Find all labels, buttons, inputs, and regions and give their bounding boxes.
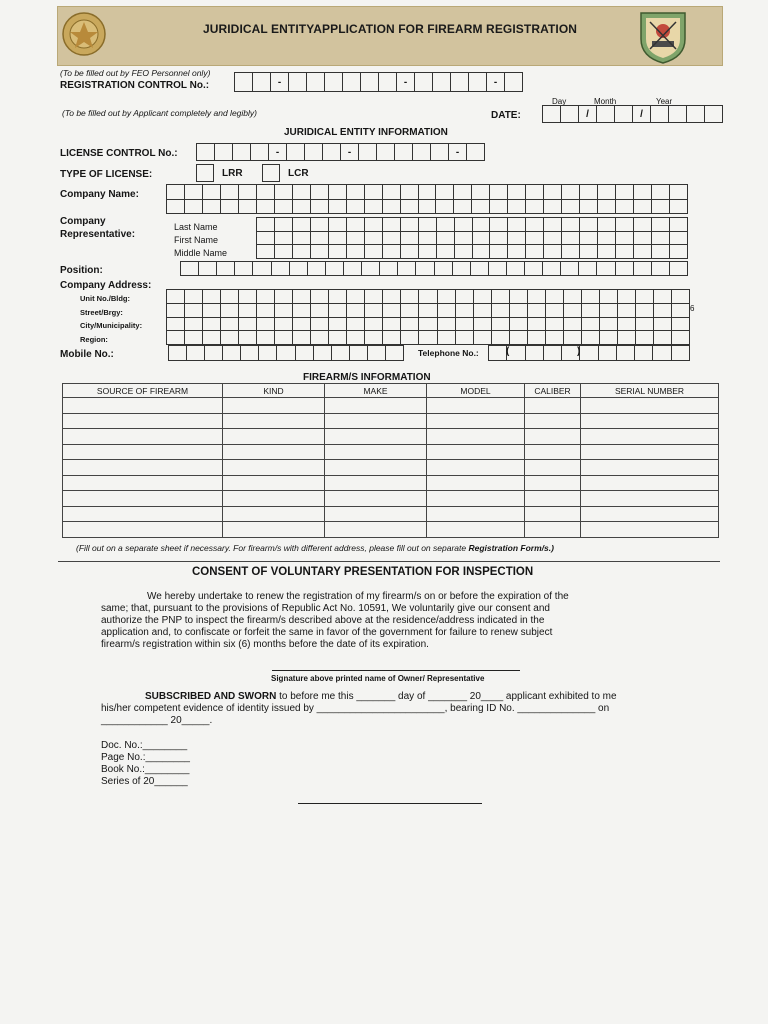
date-label: DATE:: [491, 110, 521, 121]
col-kind: KIND: [223, 384, 325, 398]
page-no: Page No.:________: [101, 752, 190, 763]
company-address-label: Company Address:: [60, 280, 152, 291]
position-grid[interactable]: [180, 261, 688, 276]
consent-line-5: firearm/s registration within six (6) months before the date of its expiration.: [101, 639, 429, 650]
table-row[interactable]: [63, 398, 719, 414]
sworn-line-1: SUBSCRIBED AND SWORN to before me this _______ day of _______ 20____ applicant exhibited to me: [145, 691, 617, 702]
col-model: MODEL: [427, 384, 525, 398]
notary-signature-line[interactable]: [298, 803, 482, 804]
type-of-license-label: TYPE OF LICENSE:: [60, 169, 153, 180]
region-label: Region:: [80, 335, 108, 344]
last-name-label: Last Name: [174, 222, 218, 232]
company-name-label: Company Name:: [60, 189, 139, 200]
stray-mark: 6: [690, 304, 695, 313]
license-control-boxes[interactable]: - - -: [196, 143, 485, 161]
applicant-note: (To be filled out by Applicant completely and legibly): [62, 108, 257, 118]
firearms-table[interactable]: [62, 383, 719, 538]
telephone-label: Telephone No.:: [418, 348, 479, 358]
position-label: Position:: [60, 265, 103, 276]
date-day-caption: Day: [552, 97, 567, 106]
date-boxes[interactable]: / /: [542, 105, 723, 123]
section-firearms-heading: FIREARM/S INFORMATION: [303, 372, 431, 383]
lcr-checkbox[interactable]: [262, 164, 280, 182]
book-no: Book No.:________: [101, 764, 190, 775]
lcr-label: LCR: [288, 168, 309, 179]
unit-label: Unit No./Bldg:: [80, 294, 130, 303]
first-name-label: First Name: [174, 235, 219, 245]
table-row[interactable]: [63, 522, 719, 538]
firearms-header-row: [63, 384, 719, 398]
table-row[interactable]: [63, 506, 719, 522]
license-control-label: LICENSE CONTROL No.:: [60, 148, 178, 159]
representative-name-grid[interactable]: [256, 217, 688, 259]
consent-line-2: same; that, pursuant to the provisions of Republic Act No. 10591, We voluntarily give our consent and: [101, 603, 550, 614]
mobile-label: Mobile No.:: [60, 349, 114, 360]
signature-caption: Signature above printed name of Owner/ Representative: [271, 674, 485, 683]
table-row[interactable]: [63, 413, 719, 429]
lrr-checkbox[interactable]: [196, 164, 214, 182]
date-year-caption: Year: [656, 97, 673, 106]
section-entity-heading: JURIDICAL ENTITY INFORMATION: [284, 127, 448, 138]
company-name-grid[interactable]: [166, 184, 688, 214]
table-row[interactable]: [63, 475, 719, 491]
divider: [58, 561, 720, 562]
consent-paragraph: We hereby undertake to renew the registration of my firearm/s on or before the expiration of the: [147, 591, 569, 602]
sworn-line-3: ____________ 20_____.: [101, 715, 213, 726]
series-no: Series of 20______: [101, 776, 188, 787]
header-band: [57, 6, 723, 66]
table-row[interactable]: [63, 491, 719, 507]
mobile-grid[interactable]: [168, 345, 404, 361]
consent-line-3: authorize the PNP to inspect the firearm/s described above at the residence/address indicated in the: [101, 615, 545, 626]
telephone-grid[interactable]: [488, 345, 690, 361]
table-row[interactable]: [63, 429, 719, 445]
firearm-note: (Fill out on a separate sheet if necessary. For firearm/s with different address, please fill out on separate Registration Form/s.): [76, 543, 554, 553]
telephone-open-paren: (: [506, 346, 510, 357]
feo-shield-icon: [636, 9, 690, 65]
feo-personnel-note: (To be filled out by FEO Personnel only): [60, 68, 211, 78]
representative-label-2: Representative:: [60, 229, 136, 240]
address-grid[interactable]: [166, 289, 690, 345]
middle-name-label: Middle Name: [174, 248, 228, 258]
col-serial: SERIAL NUMBER: [581, 384, 719, 398]
col-source: SOURCE OF FIREARM: [63, 384, 223, 398]
table-row[interactable]: [63, 444, 719, 460]
street-label: Street/Brgy:: [80, 308, 123, 317]
form-title: JURIDICAL ENTITYAPPLICATION FOR FIREARM REGISTRATION: [202, 22, 578, 36]
lrr-label: LRR: [222, 168, 243, 179]
consent-title: CONSENT OF VOLUNTARY PRESENTATION FOR INSPECTION: [192, 566, 534, 578]
signature-line[interactable]: [272, 670, 520, 671]
table-row[interactable]: [63, 460, 719, 476]
representative-label-1: Company: [60, 216, 106, 227]
sworn-line-2: his/her competent evidence of identity issued by _______________________, bearing ID No. ______________ on: [101, 703, 610, 714]
col-make: MAKE: [325, 384, 427, 398]
col-caliber: CALIBER: [525, 384, 581, 398]
consent-line-4: application and, to confiscate or forfeit the same in favor of the government for failure to renew subject: [101, 627, 553, 638]
registration-control-boxes[interactable]: - - -: [234, 72, 523, 92]
doc-no: Doc. No.:________: [101, 740, 188, 751]
registration-control-label: REGISTRATION CONTROL No.:: [60, 80, 210, 91]
city-label: City/Municipality:: [80, 321, 143, 330]
date-month-caption: Month: [594, 97, 617, 106]
telephone-close-paren: ): [577, 346, 581, 357]
